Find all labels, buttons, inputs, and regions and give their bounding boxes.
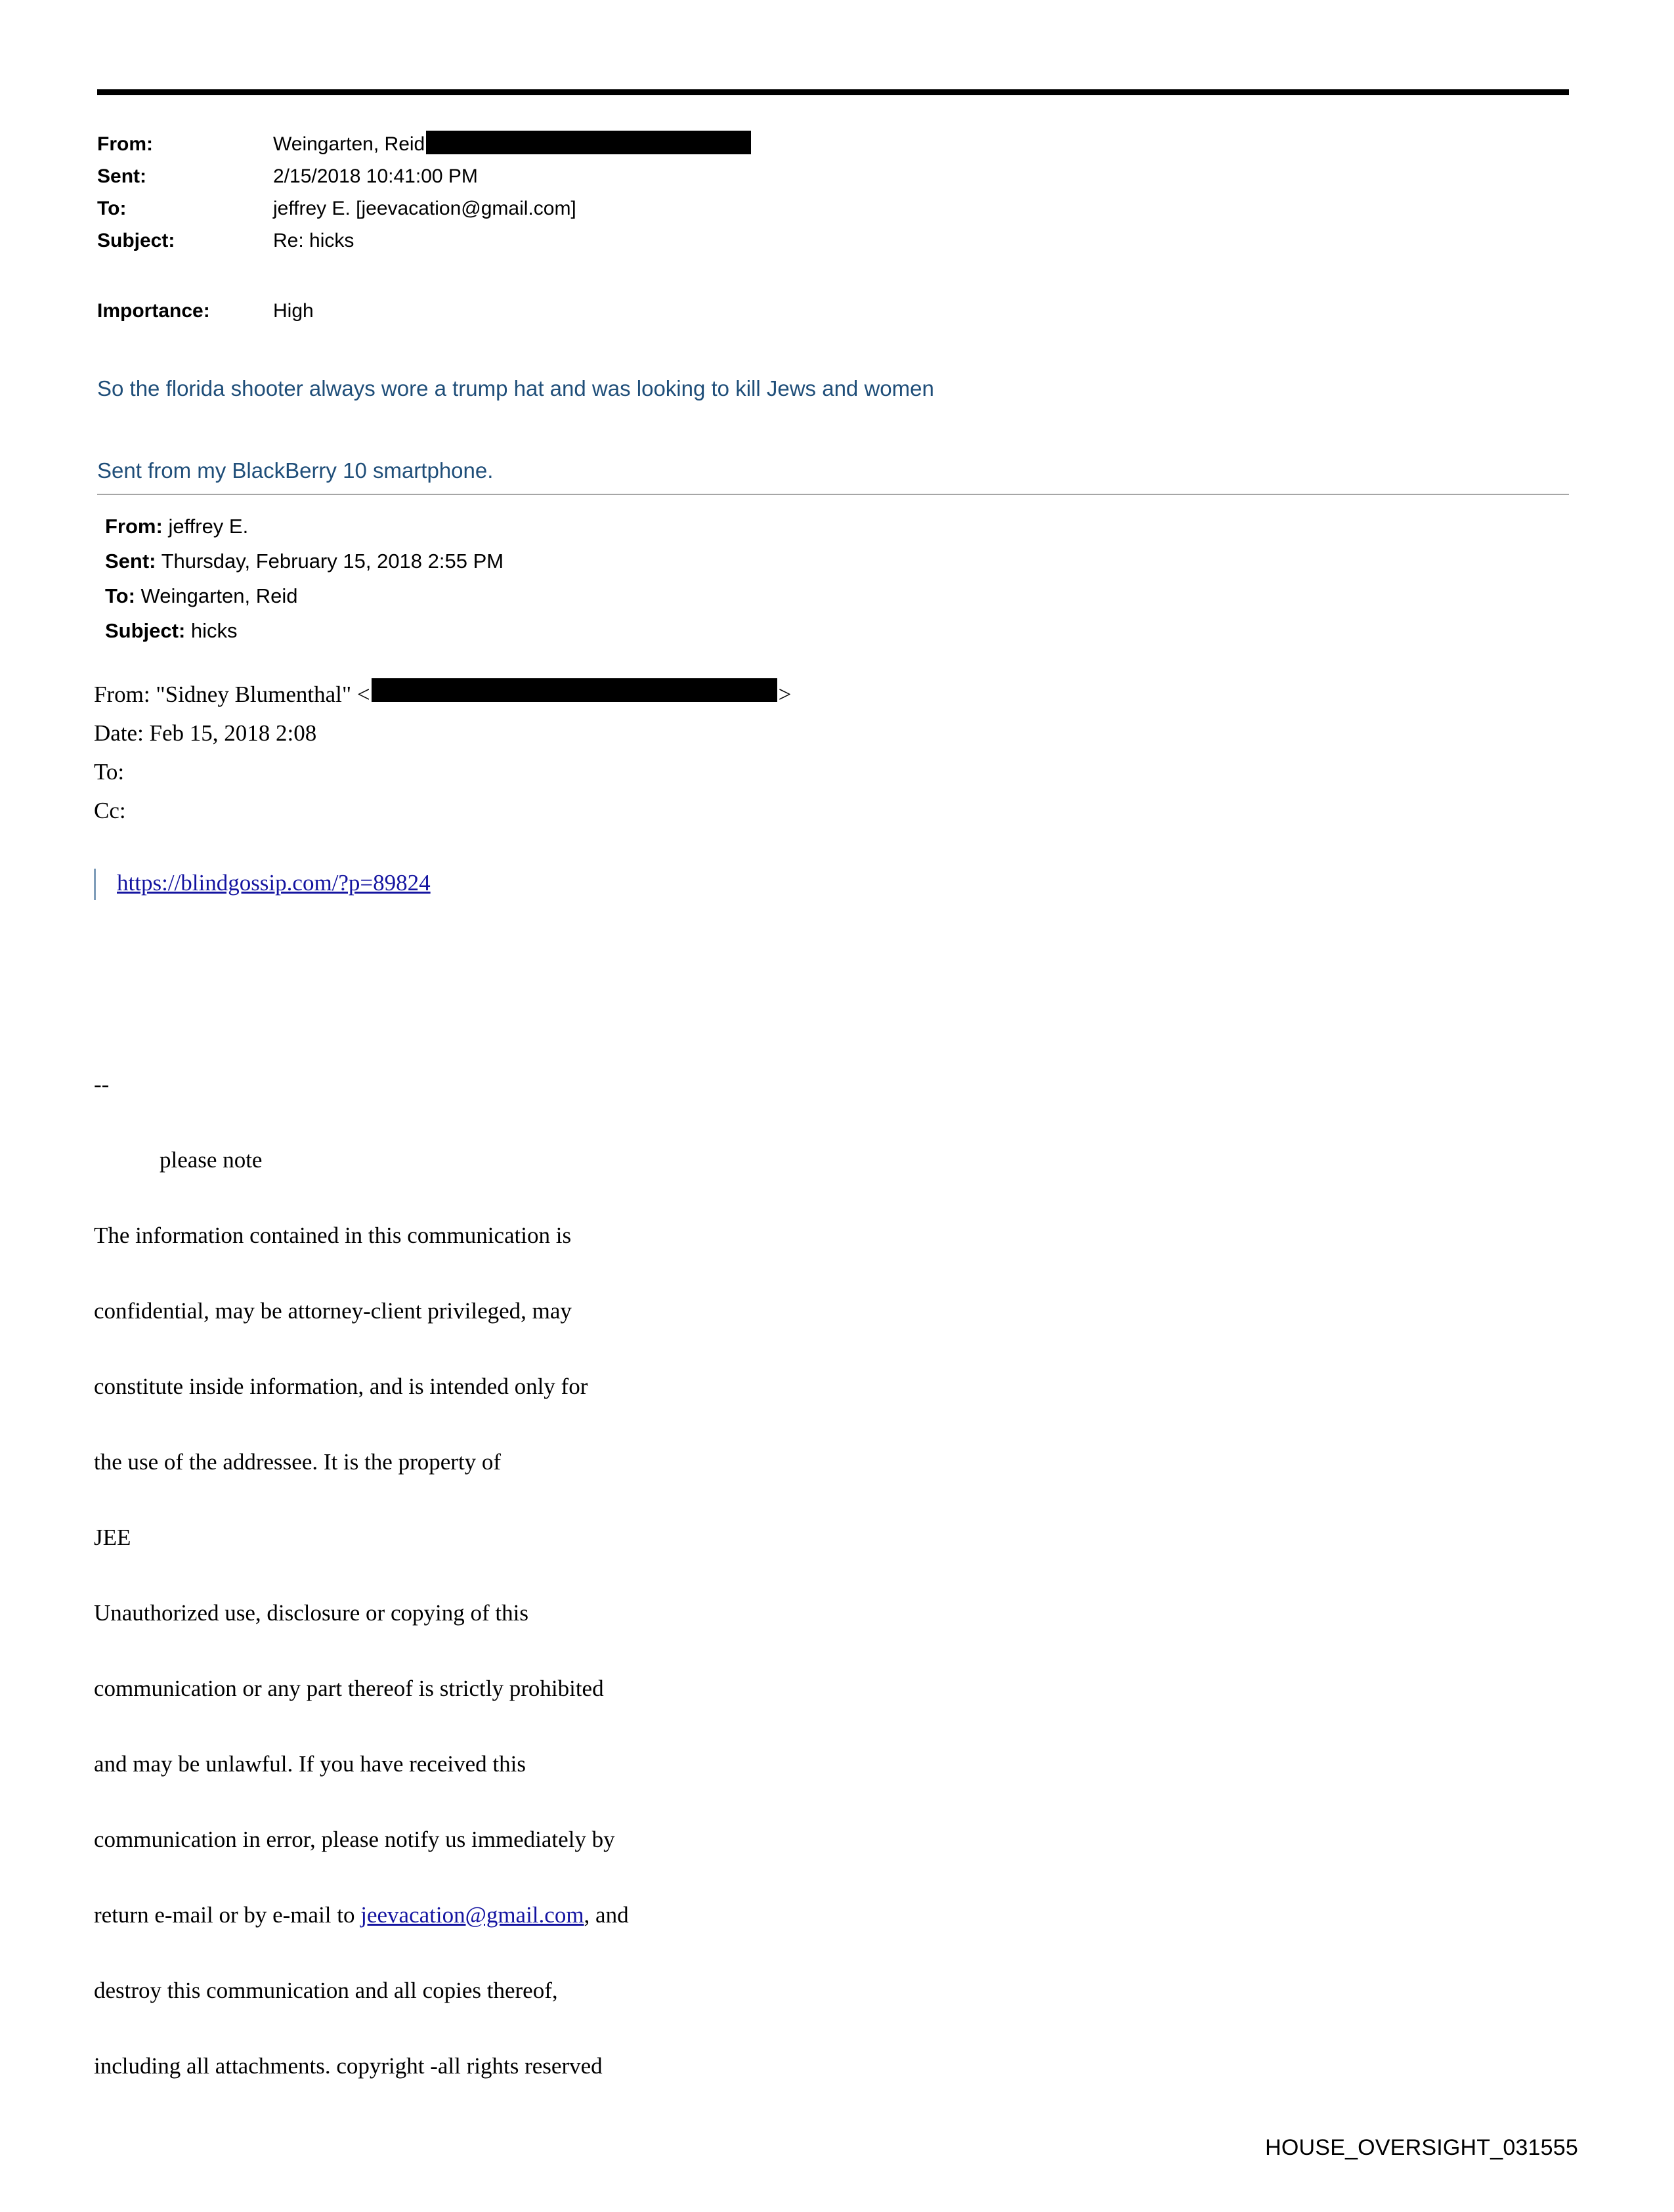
quoted-row-subject	[105, 613, 504, 648]
quoted-value-from: jeffrey E.	[168, 515, 249, 538]
forwarded-row-from	[94, 675, 791, 714]
quoted-value-to: Weingarten, Reid	[140, 584, 298, 607]
quoted-label-subject: Subject:	[105, 619, 186, 642]
disclaimer-line-9: communication in error, please notify us immediately by	[94, 1826, 615, 1852]
disclaimer-line-11: destroy this communication and all copies thereof,	[94, 1977, 558, 2003]
header-label-from: From:	[97, 133, 153, 155]
disclaimer-dashes: --	[94, 1071, 110, 1097]
header-label-sent: Sent:	[97, 165, 147, 187]
disclaimer-line-6: Unauthorized use, disclosure or copying of this	[94, 1599, 528, 1626]
header-label-importance: Importance:	[97, 300, 210, 322]
quoted-row-sent	[105, 544, 504, 578]
email-header-block	[97, 128, 1541, 257]
forwarded-from-suffix: >	[778, 682, 792, 707]
disclaimer-line-1: The information contained in this communication is	[94, 1222, 572, 1248]
forwarded-from-prefix: From: "Sidney Blumenthal" <	[94, 682, 370, 707]
disclaimer-line-10-prefix: return e-mail or by e-mail to	[94, 1901, 361, 1928]
disclaimer-line-2: confidential, may be attorney-client privileged, may	[94, 1297, 572, 1324]
disclaimer-please-note: please note	[160, 1146, 263, 1173]
disclaimer-line-7: communication or any part thereof is strictly prohibited	[94, 1675, 604, 1701]
forwarded-row-cc: Cc:	[94, 798, 126, 823]
email-address-link[interactable]: jeevacation@gmail.com	[360, 1901, 584, 1928]
header-row-subject	[97, 225, 1541, 257]
header-value-from: Weingarten, Reid	[273, 133, 425, 155]
header-label-to: To:	[97, 198, 127, 219]
header-row-sent	[97, 160, 1541, 192]
disclaimer-line-4: the use of the addressee. It is the property of	[94, 1448, 502, 1475]
redaction-bar-from	[426, 131, 751, 154]
disclaimer-line-5: JEE	[94, 1524, 131, 1550]
redaction-bar-sender-address	[372, 678, 777, 702]
disclaimer-line-10-suffix: , and	[584, 1901, 629, 1928]
disclaimer-line-8: and may be unlawful. If you have received this	[94, 1750, 526, 1777]
forwarded-row-to: To:	[94, 759, 125, 785]
quoted-link-container	[94, 869, 431, 900]
disclaimer-line-10	[94, 1896, 629, 1934]
header-value-to: jeffrey E. [jeevacation@gmail.com]	[273, 198, 576, 219]
quoted-message-divider	[97, 494, 1569, 495]
disclaimer-line-12: including all attachments. copyright -all rights reserved	[94, 2052, 603, 2079]
blindgossip-link[interactable]: https://blindgossip.com/?p=89824	[117, 870, 431, 896]
quoted-row-from	[105, 509, 504, 544]
message-signature-line: Sent from my BlackBerry 10 smartphone.	[97, 458, 494, 483]
forwarded-header-block	[94, 675, 791, 830]
quoted-header-block	[105, 509, 504, 648]
quoted-label-from: From:	[105, 515, 163, 538]
top-divider-rule	[97, 89, 1569, 95]
bates-stamp: HOUSE_OVERSIGHT_031555	[1265, 2135, 1578, 2160]
header-value-sent: 2/15/2018 10:41:00 PM	[273, 165, 478, 187]
disclaimer-line-3: constitute inside information, and is intended only for	[94, 1373, 588, 1399]
quoted-value-subject: hicks	[190, 619, 238, 642]
quoted-label-sent: Sent:	[105, 550, 156, 573]
forwarded-row-date: Date: Feb 15, 2018 2:08	[94, 720, 317, 746]
header-value-subject: Re: hicks	[273, 230, 354, 251]
quoted-row-to	[105, 578, 504, 613]
header-row-to	[97, 192, 1541, 225]
header-row-importance	[97, 297, 314, 326]
quoted-value-sent: Thursday, February 15, 2018 2:55 PM	[161, 550, 504, 573]
header-label-subject: Subject:	[97, 230, 175, 251]
confidentiality-disclaimer	[94, 1028, 629, 2160]
header-value-importance: High	[273, 300, 314, 322]
message-body-line-1: So the florida shooter always wore a trump hat and was looking to kill Jews and women	[97, 376, 934, 401]
quoted-label-to: To:	[105, 584, 135, 607]
header-row-from	[97, 128, 1541, 160]
